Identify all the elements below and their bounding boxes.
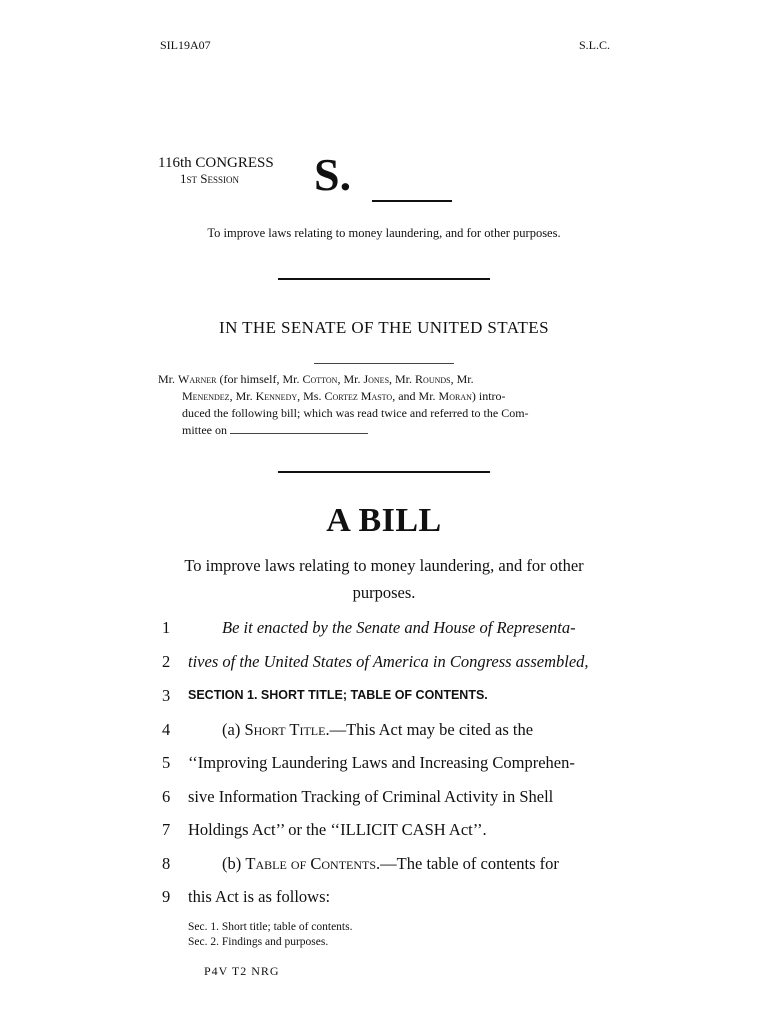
bill-line <box>162 854 610 876</box>
bill-line <box>162 618 610 640</box>
toc-entry: Sec. 2. Findings and purposes. <box>188 936 329 948</box>
sponsors-paragraph <box>158 371 610 439</box>
line-text: ‘‘Improving Laundering Laws and Increasing Comprehen- <box>188 753 575 772</box>
long-purpose: To improve laws relating to money laundering, and for other purposes. <box>184 556 584 602</box>
line-text: sive Information Tracking of Criminal Activity in Shell <box>188 787 554 806</box>
section-heading: SECTION 1. SHORT TITLE; TABLE OF CONTENTS. <box>188 688 488 702</box>
sponsor-kennedy: Kennedy <box>255 389 298 403</box>
sponsors-line-3: duced the following bill; which was read twice and referred to the Com- <box>182 406 529 420</box>
bill-line <box>162 652 610 674</box>
line-number: 3 <box>162 686 171 705</box>
line-number: 8 <box>162 854 171 873</box>
chamber-heading: IN THE SENATE OF THE UNITED STATES <box>219 318 549 337</box>
bill-line <box>162 887 610 909</box>
committee-blank <box>230 423 368 434</box>
bill-line <box>162 820 610 842</box>
sponsor-jones: Jones <box>363 372 390 386</box>
sponsor-menendez: Menendez <box>182 389 230 403</box>
sponsor-warner: Warner <box>178 372 217 386</box>
footer-code: P4V T2 NRG <box>204 964 280 978</box>
sponsors-line-4: mittee on <box>158 422 610 439</box>
bill-line <box>162 753 610 775</box>
enacting-clause: Be it enacted by the Senate and House of Representa- <box>222 618 576 637</box>
line-number: 7 <box>162 820 171 839</box>
line-number: 4 <box>162 720 171 739</box>
sponsor-cotton: Cotton <box>302 372 338 386</box>
sponsors-line-1: Mr. Warner (for himself, Mr. Cotton, Mr. Jones, Mr. Rounds, Mr. <box>158 372 474 386</box>
document-id: SIL19A07 <box>160 38 211 52</box>
divider-rule-2 <box>278 471 490 473</box>
thin-divider <box>314 363 454 364</box>
bill-line <box>162 787 610 809</box>
bill-line <box>162 720 610 742</box>
sponsor-cortez-masto: Cortez Masto <box>324 389 393 403</box>
toc-subsection: (b) Table of Contents.—The table of contents for <box>222 854 559 873</box>
congress-session <box>158 155 274 187</box>
line-number: 2 <box>162 652 171 671</box>
sponsors-line-2: Menendez, Mr. Kennedy, Ms. Cortez Masto, and Mr. Moran) intro- <box>182 389 506 403</box>
bill-number: S. <box>314 149 352 200</box>
sponsor-rounds: Rounds <box>415 372 451 386</box>
table-of-contents <box>188 920 352 950</box>
bill-number-blank <box>372 200 452 202</box>
bill-line <box>162 686 610 708</box>
slc-mark: S.L.C. <box>578 38 610 52</box>
line-text: this Act is as follows: <box>188 887 331 906</box>
congress-number: 116th CONGRESS <box>158 155 274 171</box>
toc-entry: Sec. 1. Short title; table of contents. <box>188 921 353 933</box>
line-number: 9 <box>162 887 171 906</box>
bill-heading: A BILL <box>326 502 442 539</box>
enacting-clause-cont: tives of the United States of America in Congress assembled, <box>188 652 589 671</box>
line-number: 6 <box>162 787 171 806</box>
session: 1st Session <box>180 171 239 186</box>
line-text: Holdings Act’’ or the ‘‘ILLICIT CASH Act’’. <box>188 820 487 839</box>
short-title-subsection: (a) Short Title.—This Act may be cited as the <box>222 720 534 739</box>
line-number: 1 <box>162 618 171 637</box>
line-number: 5 <box>162 753 171 772</box>
short-purpose: To improve laws relating to money laundering, and for other purposes. <box>207 226 561 240</box>
sponsor-moran: Moran <box>438 389 472 403</box>
divider-rule <box>278 278 490 280</box>
